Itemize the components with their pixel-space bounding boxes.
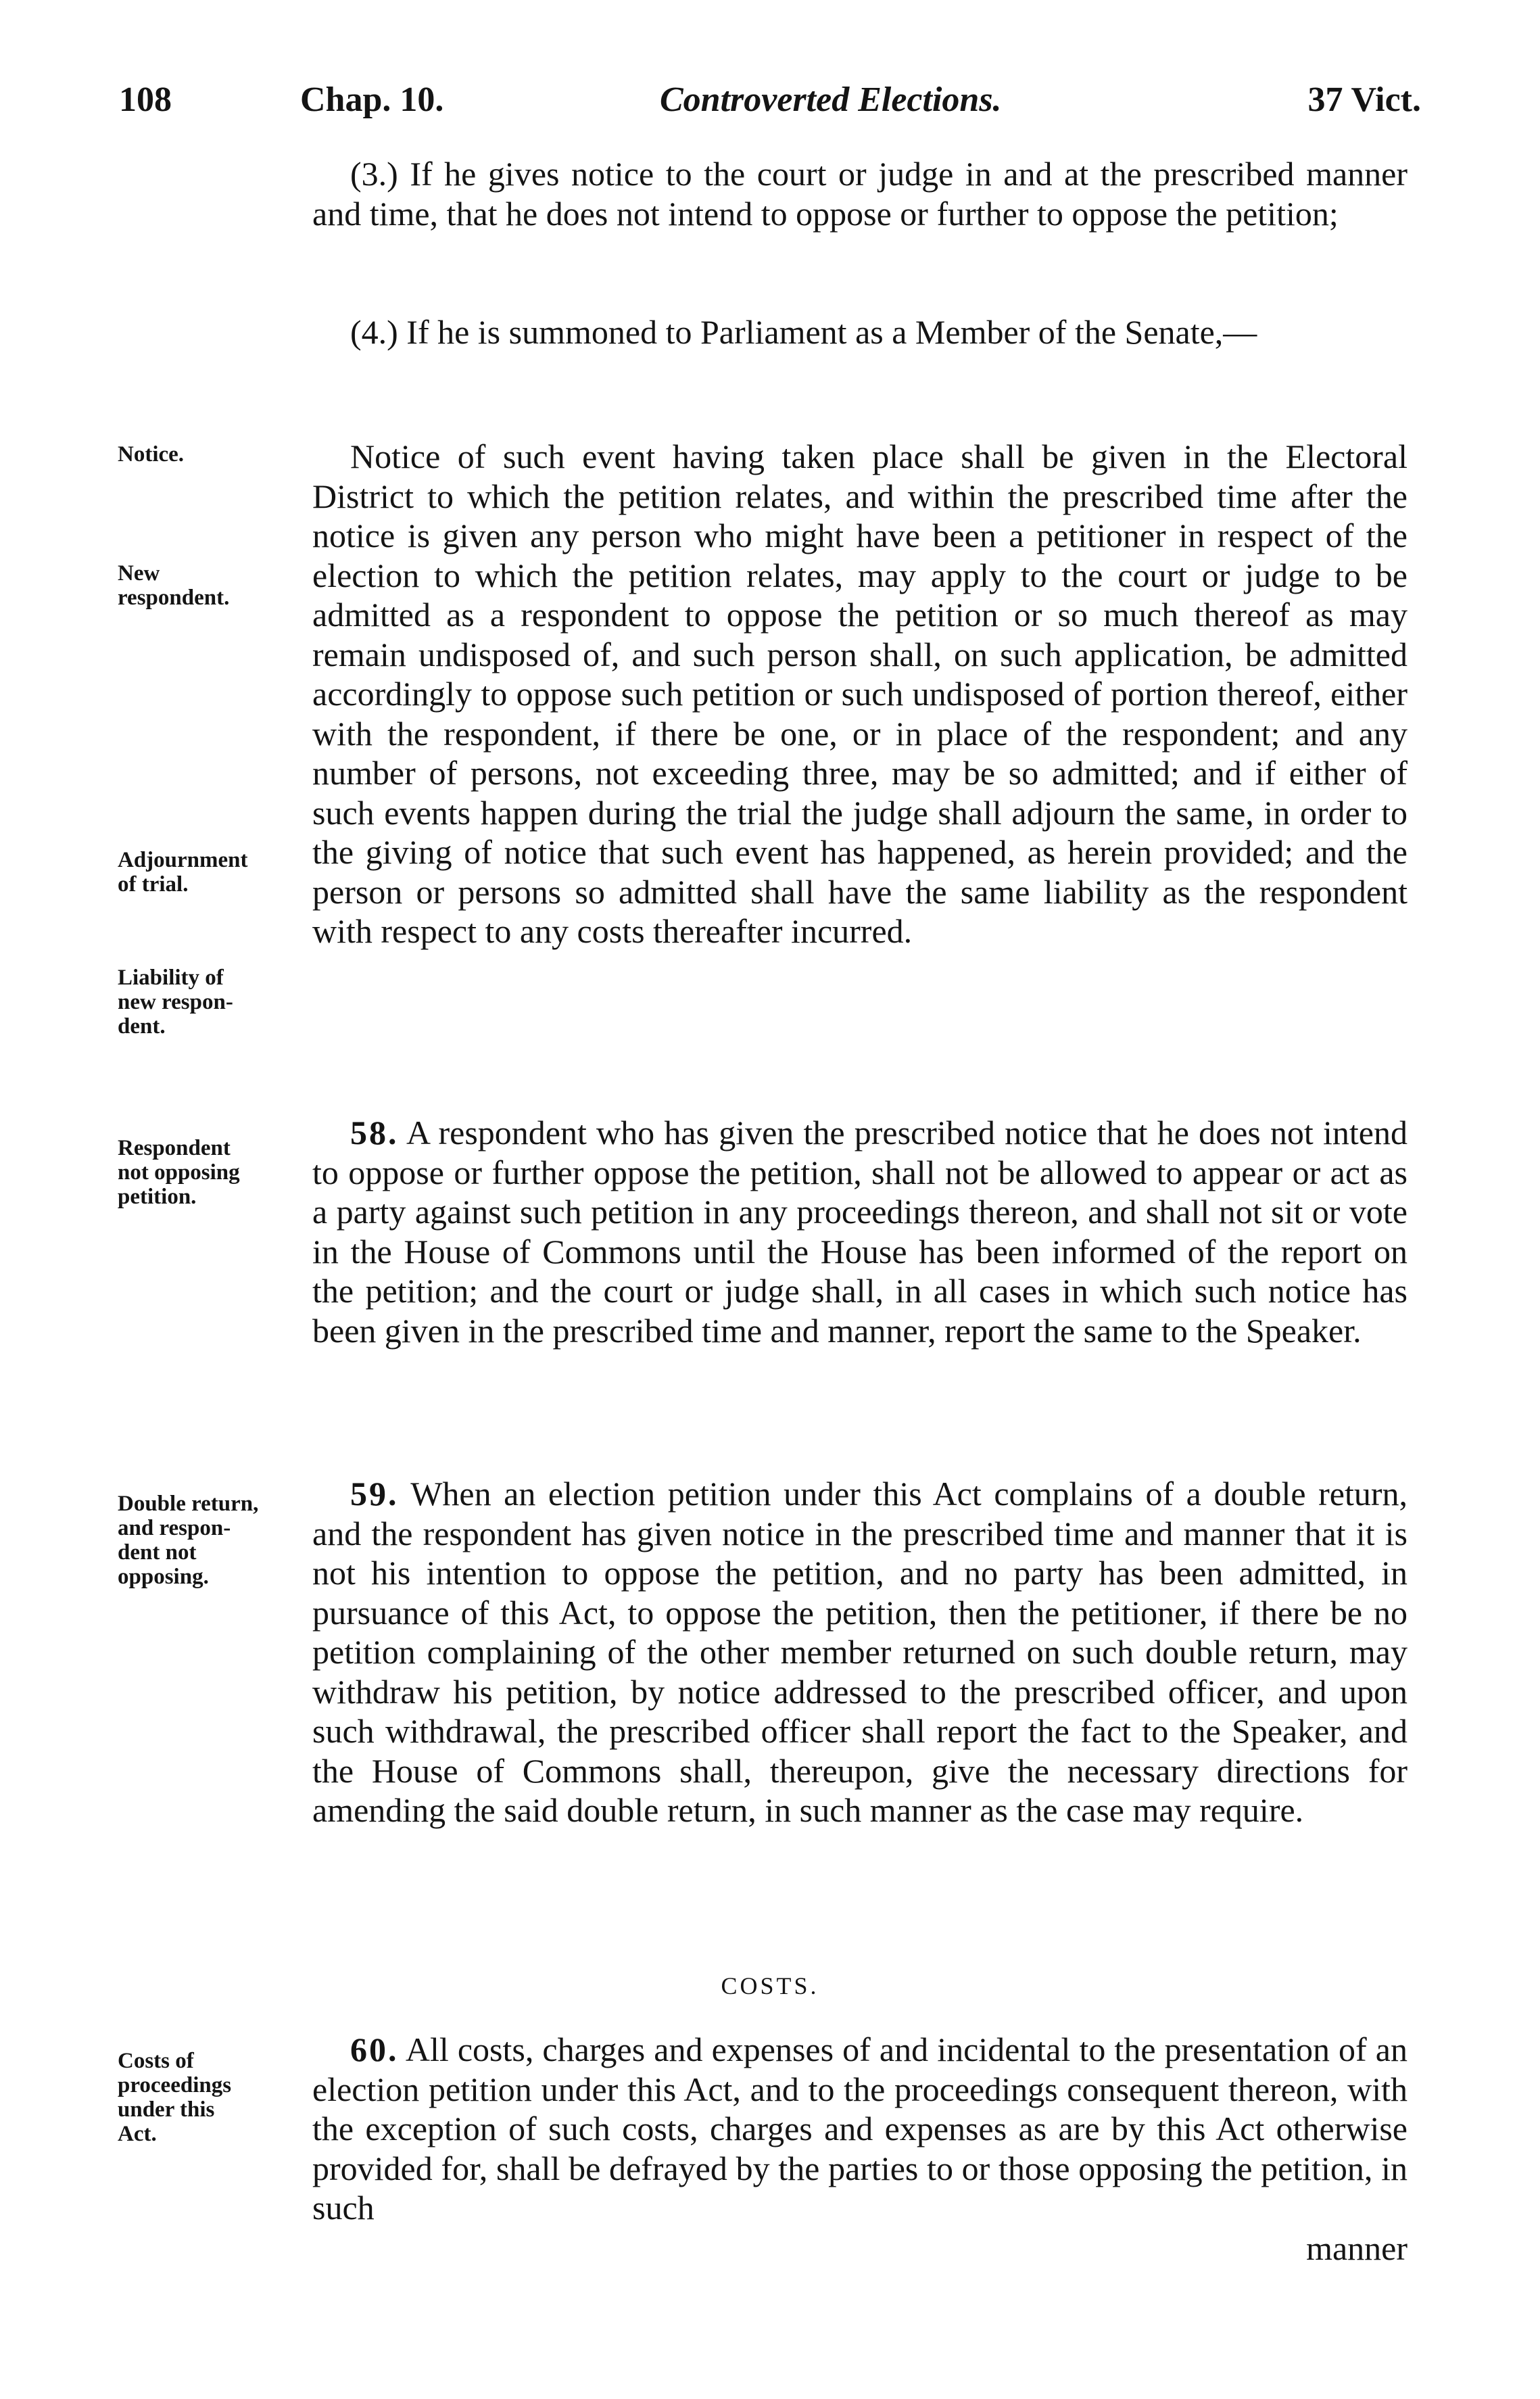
catchword: manner: [1306, 2229, 1407, 2267]
clause-4-text: (4.) If he is summoned to Parliament as a Member of the Senate,—: [350, 313, 1257, 351]
section-59-number: 59.: [350, 1475, 399, 1513]
margin-note-double-return: Double return, and respon- dent not opposing.: [118, 1492, 259, 1589]
costs-heading: COSTS.: [721, 1972, 819, 1999]
section-60: [312, 2030, 1407, 2228]
clause-3-text: (3.) If he gives notice to the court or judge in and at the prescribed manner and time, that he does not intend to oppose or further to oppose the petition;: [312, 155, 1407, 233]
section-58-number: 58.: [350, 1114, 399, 1151]
running-header: [119, 80, 1421, 134]
margin-note-liability: Liability of new respon- dent.: [118, 966, 233, 1039]
margin-note-notice: Notice.: [118, 442, 185, 467]
notice-paragraph-text: Notice of such event having taken place shall be given in the Electoral District to which the petition relates, and within the prescribed time after the notice is given any person who might have been a petitioner in respect of the election to which the petition relates, may apply to the court or judge to be admitted as a respondent to oppose the petition or so much thereof as may remain undisposed of, and such person shall, on such application, be admitted accordingly to oppose such petition or such undisposed of portion thereof, either with the respondent, if there be one, or in place of the respondent; and any number of persons, not exceeding three, may be so admitted; and if either of such events happen during the trial the judge shall adjourn the same, in order to the giving of notice that such event has happened, as herein provided; and the person or persons so admitted shall have the same liability as the respondent with respect to any costs thereafter incurred.: [312, 437, 1407, 950]
clause-4: [312, 312, 1407, 352]
chapter-label: Chap. 10.: [300, 80, 444, 119]
section-60-text: All costs, charges and expenses of and incidental to the presentation of an election petition under this Act, and to the proceedings consequent thereon, with the exception of such costs, charges and expenses as are by this Act otherwise provided for, shall be defrayed by the parties to or those opposing the petition, in such: [312, 2030, 1407, 2227]
section-58-text: A respondent who has given the prescribed notice that he does not intend to oppose or further oppose the petition, shall not be allowed to appear or act as a party against such petition in any proceedings thereon, and shall not sit or vote in the House of Commons until the House has been informed of the report on the petition; and the court or judge shall, in all cases in which such notice has been given in the prescribed time and manner, report the same to the Speaker.: [312, 1114, 1407, 1350]
margin-note-adjournment: Adjournment of trial.: [118, 848, 248, 897]
notice-paragraph: [312, 437, 1407, 951]
margin-note-costs: Costs of proceedings under this Act.: [118, 2049, 232, 2146]
clause-3: [312, 154, 1407, 233]
page-number: 108: [119, 80, 172, 119]
section-58: [312, 1113, 1407, 1350]
section-59-text: When an election petition under this Act complains of a double return, and the respondent has given notice in the prescribed time and manner that it is not his intention to oppose the petition, and no party has been admitted, in pursuance of this Act, to oppose the petition, then the petitioner, if there be no petition complaining of the other member returned on such double return, may withdraw his petition, by notice addressed to the prescribed officer, and upon such withdrawal, the prescribed officer shall report the fact to the Speaker, and the House of Commons shall, thereupon, give the necessary directions for amending the said double return, in such manner as the case may require.: [312, 1475, 1407, 1829]
regnal-year: 37 Vict.: [1307, 80, 1421, 119]
section-60-number: 60.: [350, 2030, 399, 2068]
margin-note-respondent-not-opposing: Respondent not opposing petition.: [118, 1136, 240, 1209]
section-59: [312, 1474, 1407, 1830]
running-title: Controverted Elections.: [660, 80, 1002, 119]
margin-note-new-respondent: New respondent.: [118, 561, 230, 610]
